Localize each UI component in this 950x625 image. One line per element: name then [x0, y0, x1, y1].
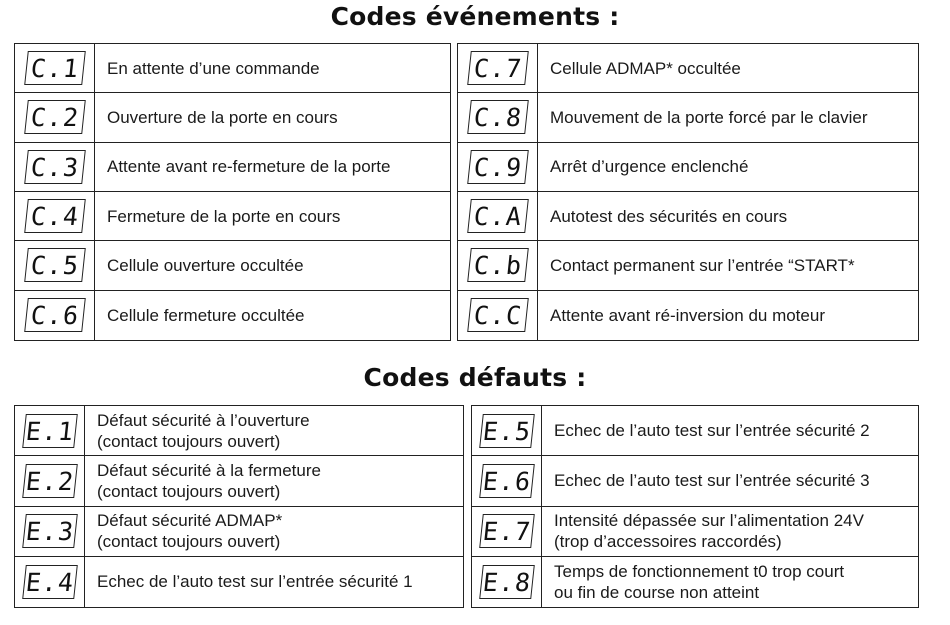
- event-description: Ouverture de la porte en cours: [107, 107, 338, 127]
- fault-description: Défaut sécurité à la fermeture (contact toujours ouvert): [97, 460, 321, 501]
- events-table-right: [457, 43, 919, 341]
- table-row: [15, 241, 450, 290]
- code-display: E.4: [22, 565, 78, 599]
- code-display: C.2: [24, 100, 86, 134]
- event-description: En attente d’une commande: [107, 58, 320, 78]
- events-title: Codes événements :: [330, 2, 620, 31]
- event-description: Autotest des sécurités en cours: [550, 206, 788, 226]
- code-display: C.A: [467, 199, 529, 233]
- table-row: [15, 557, 463, 607]
- table-row: [472, 456, 918, 506]
- event-description: Cellule fermeture occultée: [107, 305, 305, 325]
- table-row: [458, 93, 918, 142]
- table-row: [15, 93, 450, 142]
- fault-description: Echec de l’auto test sur l’entrée sécurité 1: [97, 572, 413, 592]
- table-row: [15, 44, 450, 93]
- code-display: C.6: [24, 298, 86, 332]
- code-display: C.b: [467, 248, 529, 282]
- table-row: [458, 44, 918, 93]
- fault-description: Défaut sécurité à l’ouverture (contact toujours ouvert): [97, 410, 310, 451]
- fault-description: Echec de l’auto test sur l’entrée sécurité 2: [554, 421, 870, 441]
- code-display: E.6: [479, 464, 535, 498]
- table-row: [472, 557, 918, 607]
- code-display: C.5: [24, 248, 86, 282]
- event-description: Cellule ouverture occultée: [107, 255, 304, 275]
- code-display: C.C: [467, 298, 529, 332]
- code-display: C.7: [467, 51, 529, 85]
- fault-description: Echec de l’auto test sur l’entrée sécurité 3: [554, 471, 870, 491]
- event-description: Cellule ADMAP* occultée: [550, 58, 741, 78]
- event-description: Attente avant ré-inversion du moteur: [550, 305, 825, 325]
- faults-table-right: [471, 405, 919, 608]
- table-row: [458, 291, 918, 340]
- table-row: [458, 241, 918, 290]
- code-display: E.2: [22, 464, 78, 498]
- table-row: [15, 456, 463, 506]
- table-row: [472, 406, 918, 456]
- code-display: E.3: [22, 514, 78, 548]
- fault-description: Temps de fonctionnement t0 trop court ou fin de course non atteint: [554, 561, 845, 602]
- events-table-left: [14, 43, 451, 341]
- faults-title: Codes défauts :: [363, 363, 587, 392]
- table-row: [15, 192, 450, 241]
- fault-description: Intensité dépassée sur l’alimentation 24V (trop d’accessoires raccordés): [554, 511, 864, 552]
- event-description: Arrêt d’urgence enclenché: [550, 157, 749, 177]
- table-row: [15, 291, 450, 340]
- code-display: C.1: [24, 51, 86, 85]
- event-description: Contact permanent sur l’entrée “START*: [550, 255, 855, 275]
- fault-description: Défaut sécurité ADMAP* (contact toujours ouvert): [97, 511, 283, 552]
- code-display: E.7: [479, 514, 535, 548]
- table-row: [15, 507, 463, 557]
- code-display: E.8: [479, 565, 535, 599]
- code-display: C.4: [24, 199, 86, 233]
- code-display: C.9: [467, 150, 529, 184]
- event-description: Fermeture de la porte en cours: [107, 206, 341, 226]
- table-row: [15, 143, 450, 192]
- table-row: [472, 507, 918, 557]
- code-display: E.5: [479, 414, 535, 448]
- code-display: C.3: [24, 150, 86, 184]
- event-description: Mouvement de la porte forcé par le clavier: [550, 107, 868, 127]
- code-display: E.1: [22, 414, 78, 448]
- faults-table-left: [14, 405, 464, 608]
- table-row: [458, 143, 918, 192]
- code-display: C.8: [467, 100, 529, 134]
- table-row: [15, 406, 463, 456]
- event-description: Attente avant re-fermeture de la porte: [107, 157, 391, 177]
- table-row: [458, 192, 918, 241]
